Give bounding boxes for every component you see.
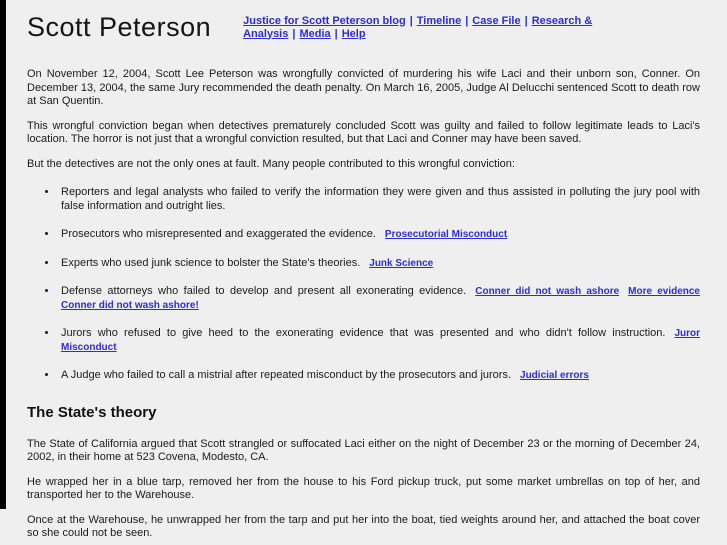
nav-separator: | xyxy=(524,14,528,27)
link-conner-did-not-wash-ashore[interactable]: Conner did not wash ashore xyxy=(475,286,620,297)
link-more-evidence-conner[interactable]: More evidence Conner did not wash ashore! xyxy=(61,286,700,311)
fault-item-text: Jurors who refused to give heed to the exonerating evidence that was presented and who didn't follow instruction. xyxy=(61,327,666,339)
theory-paragraph-strangled: The State of California argued that Scott strangled or suffocated Laci either on the night of December 23 or the morning of December 24, 2002, in their home at 523 Covena, Modesto, CA. xyxy=(27,437,700,463)
section-heading-states-theory: The State's theory xyxy=(27,403,157,421)
link-judicial-errors[interactable]: Judicial errors xyxy=(520,370,589,381)
fault-item-text: A Judge who failed to call a mistrial after repeated misconduct by the prosecutors and jurors. xyxy=(61,369,512,381)
link-prosecutorial-misconduct[interactable]: Prosecutorial Misconduct xyxy=(384,229,508,240)
fault-item-text: Experts who used junk science to bolster the State's theories. xyxy=(61,256,361,269)
nav-separator: | xyxy=(465,14,469,27)
site-title: Scott Peterson xyxy=(27,12,212,42)
nav-link-justice-blog[interactable]: Justice for Scott Peterson blog xyxy=(243,14,406,27)
fault-item-text: Prosecutors who misrepresented and exaggerated the evidence. xyxy=(61,228,376,240)
left-edge-strip xyxy=(0,0,6,509)
top-nav xyxy=(243,15,700,41)
link-junk-science[interactable]: Junk Science xyxy=(369,257,434,269)
nav-separator: | xyxy=(334,27,338,40)
fault-list-item-experts xyxy=(58,257,700,271)
nav-separator: | xyxy=(292,27,296,40)
nav-link-research-analysis[interactable]: Research & Analysis xyxy=(243,14,593,40)
intro-paragraph-fault: But the detectives are not the only ones at fault. Many people contributed to this wrongful conviction: xyxy=(27,157,515,170)
nav-link-media[interactable]: Media xyxy=(299,27,331,40)
intro-paragraph-detectives: This wrongful conviction began when detectives prematurely concluded Scott was guilty and failed to follow legitimate leads to Laci's location. The horror is not just that a wrongful conviction resulted, but that Laci and Conner may have been saved. xyxy=(27,119,700,145)
fault-list xyxy=(27,186,700,383)
theory-paragraph-boat: Once at the Warehouse, he unwrapped her from the tarp and put her into the boat, tied weights around her, and attached the boat cover so she could not be seen. xyxy=(27,513,700,539)
theory-paragraph-tarp: He wrapped her in a blue tarp, removed her from the house to his Ford pickup truck, put some market umbrellas on top of her, and transported her to the Warehouse. xyxy=(27,475,700,501)
nav-link-help[interactable]: Help xyxy=(341,27,366,40)
fault-item-text: Defense attorneys who failed to develop and present all exonerating evidence. xyxy=(61,285,467,297)
fault-list-item-jurors xyxy=(58,327,700,354)
site-header xyxy=(27,12,700,43)
fault-list-item-prosecutors xyxy=(58,228,700,242)
fault-list-item-judge xyxy=(58,369,700,383)
fault-item-text: Reporters and legal analysts who failed to verify the information they were given and thus assisted in polluting the jury pool with false information and outright lies. xyxy=(61,186,700,212)
nav-separator: | xyxy=(409,14,413,27)
link-juror-misconduct[interactable]: Juror Misconduct xyxy=(61,328,700,353)
nav-link-timeline[interactable]: Timeline xyxy=(416,14,462,27)
intro-paragraph-conviction: On November 12, 2004, Scott Lee Peterson was wrongfully convicted of murdering his wife Laci and their unborn son, Conner. On December 13, 2004, the same Jury recommended the death penalty. On March 16, 2005, Judge Al Delucchi sentenced Scott to death row at San Quentin. xyxy=(27,68,700,107)
nav-link-case-file[interactable]: Case File xyxy=(472,14,521,27)
fault-list-item-reporters xyxy=(58,186,700,213)
fault-list-item-defense xyxy=(58,285,700,312)
